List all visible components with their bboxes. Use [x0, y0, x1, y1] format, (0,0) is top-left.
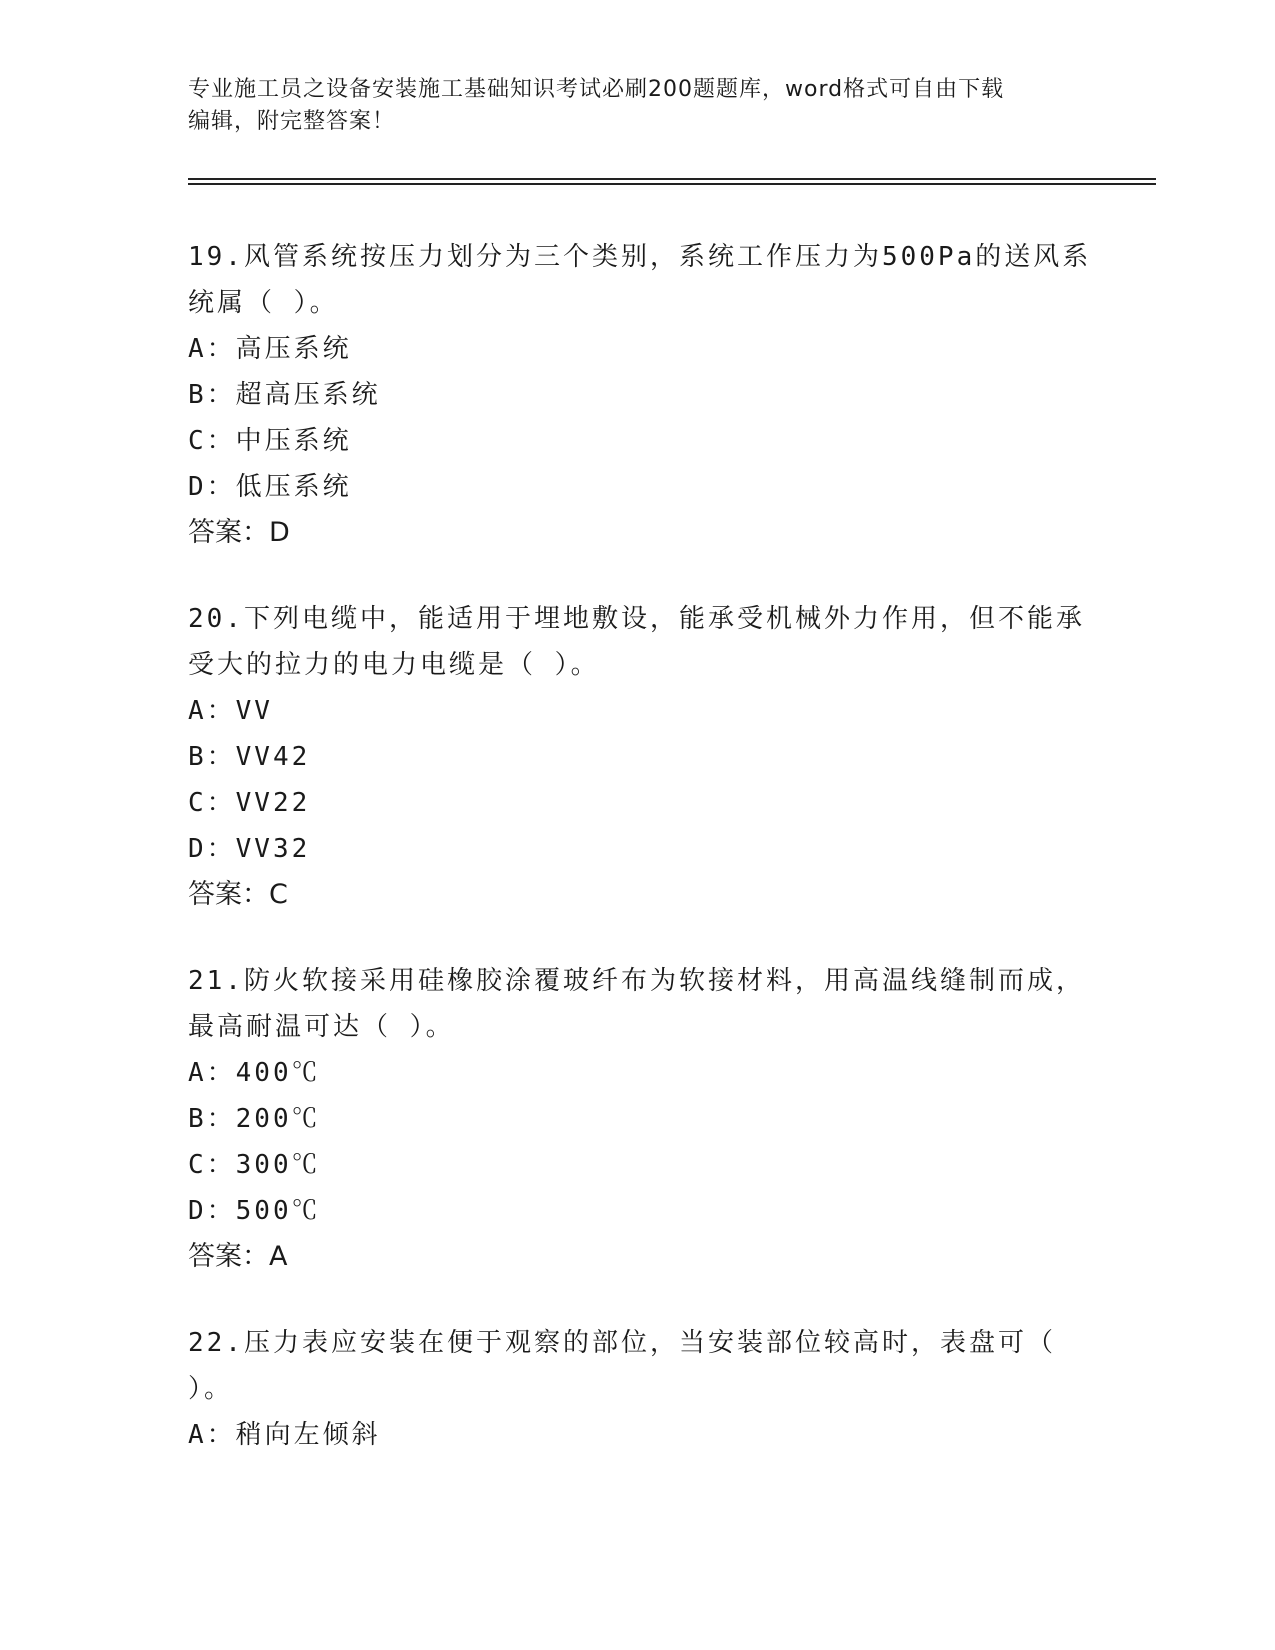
option-a: A：VV: [188, 696, 273, 726]
answer: 答案：D: [188, 517, 290, 548]
option-b: B：VV42: [188, 742, 311, 772]
question-text-line: 19.风管系统按压力划分为三个类别，系统工作压力为500Pa的送风系: [188, 242, 1092, 272]
question-text: [188, 958, 1088, 1050]
question-text-line: ）。: [188, 1374, 234, 1404]
question-19: [188, 234, 1092, 556]
header-divider-top: [188, 178, 1156, 180]
question-text: [188, 596, 1088, 688]
question-text: [188, 234, 1092, 326]
header-line-2: 编辑，附完整答案！: [188, 109, 396, 134]
document-header: [188, 74, 1068, 138]
option-c: C：中压系统: [188, 426, 352, 456]
option-d: D：VV32: [188, 834, 311, 864]
option-d: D：低压系统: [188, 472, 352, 502]
question-21: [188, 958, 1088, 1280]
option-a: A：稍向左倾斜: [188, 1420, 381, 1450]
question-text-line: 22.压力表应安装在便于观察的部位，当安装部位较高时，表盘可（: [188, 1328, 1056, 1358]
option-c: C：VV22: [188, 788, 311, 818]
option-d: D：500℃: [188, 1196, 321, 1226]
question-text-line: 最高耐温可达（ ）。: [188, 1012, 455, 1042]
header-divider-bottom: [188, 183, 1156, 185]
header-line-1: 专业施工员之设备安装施工基础知识考试必刷200题题库，word格式可自由下载: [188, 77, 1005, 102]
option-b: B：200℃: [188, 1104, 321, 1134]
question-text-line: 受大的拉力的电力电缆是（ ）。: [188, 650, 600, 680]
option-b: B：超高压系统: [188, 380, 381, 410]
question-20: [188, 596, 1088, 918]
answer: 答案：C: [188, 879, 288, 910]
question-text-line: 统属（ ）。: [188, 288, 339, 318]
option-a: A：高压系统: [188, 334, 352, 364]
question-text-line: 21.防火软接采用硅橡胶涂覆玻纤布为软接材料，用高温线缝制而成，: [188, 966, 1085, 996]
question-22: [188, 1320, 1088, 1458]
answer: 答案：A: [188, 1241, 288, 1272]
question-list: [188, 234, 1092, 1498]
question-text: [188, 1320, 1088, 1412]
question-text-line: 20.下列电缆中，能适用于埋地敷设，能承受机械外力作用，但不能承: [188, 604, 1085, 634]
option-c: C：300℃: [188, 1150, 321, 1180]
option-a: A：400℃: [188, 1058, 321, 1088]
